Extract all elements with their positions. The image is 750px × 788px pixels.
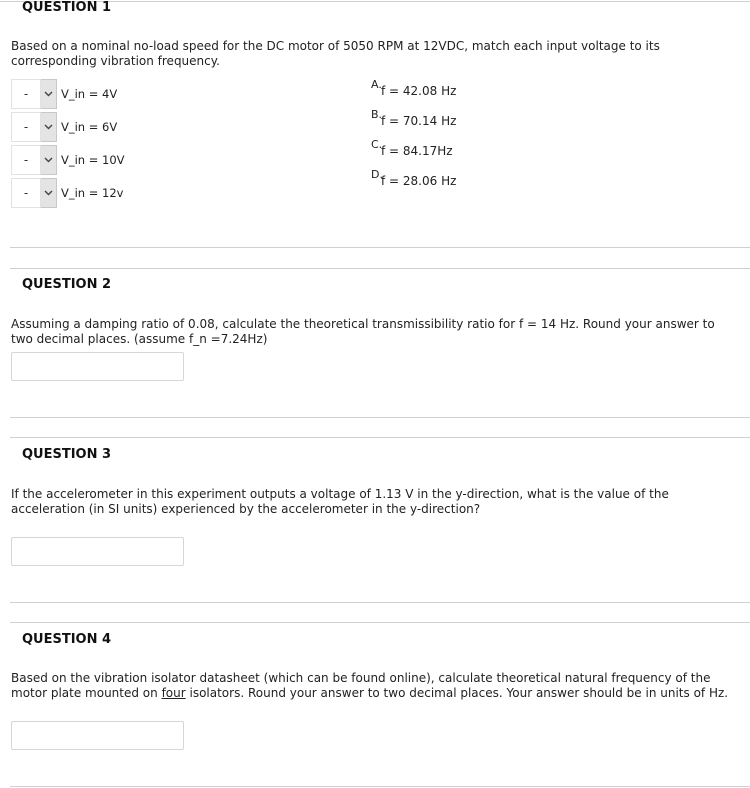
question-3-answer-input[interactable] bbox=[11, 537, 184, 566]
stem-label: V_in = 12v bbox=[61, 186, 124, 200]
answer-option bbox=[371, 138, 453, 168]
chevron-down-icon[interactable] bbox=[41, 79, 57, 109]
question-divider bbox=[10, 247, 750, 248]
question-4-top-divider bbox=[10, 622, 750, 623]
answer-text: f = 42.08 Hz bbox=[381, 84, 457, 98]
answer-text: f = 28.06 Hz bbox=[381, 174, 457, 188]
question-divider bbox=[10, 786, 750, 787]
match-stem-row bbox=[11, 178, 124, 208]
question-4-answer-input[interactable] bbox=[11, 721, 184, 750]
answer-letter: B. bbox=[371, 108, 383, 121]
question-divider bbox=[10, 602, 750, 603]
question-2-top-divider bbox=[10, 268, 750, 269]
question-1-text: Based on a nominal no-load speed for the DC motor of 5050 RPM at 12VDC, match each input voltage to its corresponding vibration frequency. bbox=[11, 39, 660, 68]
question-4-text bbox=[11, 671, 736, 701]
question-divider bbox=[10, 417, 750, 418]
answer-option bbox=[371, 108, 456, 138]
answer-letter: D. bbox=[371, 168, 383, 181]
question-4-title: QUESTION 4 bbox=[22, 632, 112, 647]
match-stem-row bbox=[11, 79, 117, 109]
question-4-text-underlined: four bbox=[161, 686, 186, 700]
question-4-text-before: Based on the vibration isolator datasheet (which can be found online), calculate theoretical natural frequency of the motor plate mounted on bbox=[11, 671, 711, 700]
question-2-answer-input[interactable] bbox=[11, 352, 184, 381]
question-3-title: QUESTION 3 bbox=[22, 447, 112, 462]
stem-label: V_in = 4V bbox=[61, 87, 118, 101]
answer-text: f = 84.17Hz bbox=[381, 144, 453, 158]
question-1-top-divider bbox=[0, 1, 750, 2]
question-2-title: QUESTION 2 bbox=[22, 277, 112, 292]
match-stem-row bbox=[11, 145, 125, 175]
question-3-top-divider bbox=[10, 437, 750, 438]
chevron-down-icon[interactable] bbox=[41, 112, 57, 142]
stem-select-value[interactable]: - bbox=[11, 112, 41, 142]
question-1-title: QUESTION 1 bbox=[22, 0, 112, 15]
match-stem-row bbox=[11, 112, 117, 142]
stem-select-value[interactable]: - bbox=[11, 145, 41, 175]
stem-select-value[interactable]: - bbox=[11, 79, 41, 109]
stem-label: V_in = 10V bbox=[61, 153, 125, 167]
question-2-text: Assuming a damping ratio of 0.08, calculate the theoretical transmissibility ratio for f = 14 Hz. Round your answer to two decimal places. (assume f_n =7.24Hz) bbox=[11, 317, 715, 346]
question-4-text-after: isolators. Round your answer to two decimal places. Your answer should be in units of Hz. bbox=[185, 686, 729, 700]
answer-option bbox=[371, 168, 456, 198]
stem-select-value[interactable]: - bbox=[11, 178, 41, 208]
question-3-text: If the accelerometer in this experiment outputs a voltage of 1.13 V in the y-direction, what is the value of the acceleration (in SI units) experienced by the accelerometer in the y-direction? bbox=[11, 487, 669, 516]
chevron-down-icon[interactable] bbox=[41, 178, 57, 208]
chevron-down-icon[interactable] bbox=[41, 145, 57, 175]
answer-option bbox=[371, 78, 456, 108]
stem-label: V_in = 6V bbox=[61, 120, 118, 134]
answer-letter: C. bbox=[371, 138, 383, 151]
answer-letter: A. bbox=[371, 78, 382, 91]
answer-text: f = 70.14 Hz bbox=[381, 114, 457, 128]
